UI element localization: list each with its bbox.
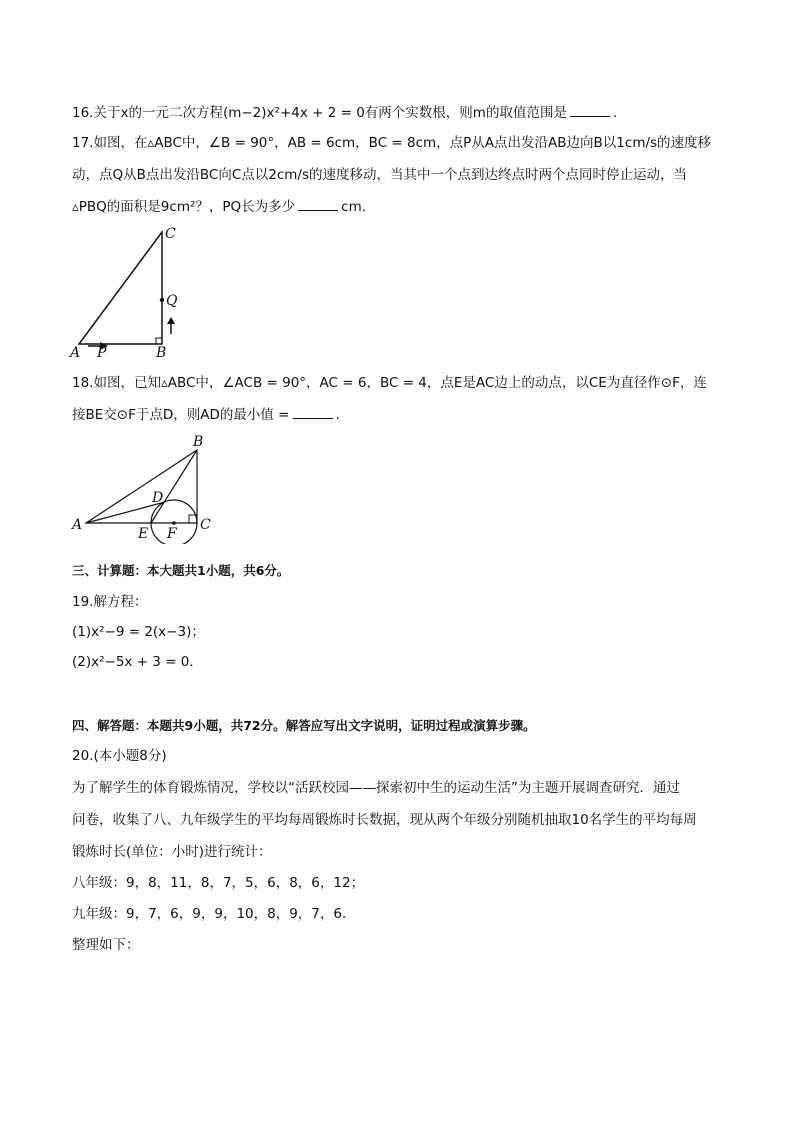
question-19-part-1: (1)x²−9 = 2(x−3)；: [72, 624, 205, 640]
label-b: B: [156, 345, 167, 361]
label-a: A: [72, 517, 83, 533]
question-18-line-1: 18.如图，已知▵ABC中，∠ACB = 90°，AC = 6，BC = 4，点E是AC边上的动点，以CE为直径作⊙F，连: [72, 375, 707, 391]
figure-17-triangle: [66, 222, 196, 362]
right-angle-marker: [156, 338, 162, 344]
question-20-line-3: 锻炼时长(单位：小时)进行统计：: [72, 844, 272, 860]
label-c: C: [165, 226, 176, 242]
label-d: D: [152, 490, 164, 506]
question-17-line-3: [72, 198, 366, 216]
question-16-tail: .: [612, 105, 618, 121]
question-18-line-2: [72, 406, 340, 424]
question-17-unit: cm.: [341, 199, 367, 215]
triangle-abc: [79, 232, 162, 344]
question-16: [72, 104, 617, 122]
arrow-up-head: [167, 317, 175, 324]
section-4-heading: 四、解答题：本题共9小题，共72分。解答应写出文字说明，证明过程或演算步骤。: [72, 718, 536, 733]
point-q-dot: [160, 298, 164, 302]
grade-8-data: 八年级：9，8，11，8，7，5，6，8，6，12；: [72, 875, 365, 891]
question-16-text: 16.关于x的一元二次方程(m−2)x²+4x + 2 = 0有两个实数根，则m的取值范围是: [72, 105, 567, 121]
label-a: A: [70, 345, 81, 361]
organize-label: 整理如下：: [72, 937, 140, 953]
label-b: B: [193, 434, 204, 450]
label-p: P: [97, 345, 107, 361]
question-20-line-1: 为了解学生的体育锻炼情况，学校以“活跃校园——探索初中生的运动生活”为主题开展调查研究．通过: [72, 780, 680, 796]
answer-blank-17[interactable]: [298, 198, 338, 211]
label-c: C: [200, 517, 211, 533]
center-f-dot: [172, 521, 176, 525]
question-20-title: 20.(本小题8分): [72, 748, 167, 764]
label-f: F: [167, 526, 177, 542]
question-18-tail: .: [335, 407, 340, 423]
figure-18-triangle-circle: [66, 430, 226, 544]
question-17-line-2: 动，点Q从B点出发沿BC向C点以2cm/s的速度移动，当其中一个点到达终点时两个点同时停止运动，当: [72, 167, 688, 183]
question-18-line-2-text: 接BE交⊙F于点D，则AD的最小值 =: [72, 407, 290, 423]
triangle-abc: [86, 450, 197, 523]
question-19-title: 19.解方程：: [72, 594, 148, 610]
answer-blank-16[interactable]: [570, 104, 610, 117]
label-q: Q: [166, 293, 178, 309]
answer-blank-18[interactable]: [293, 406, 333, 419]
question-20-line-2: 问卷，收集了八、九年级学生的平均每周锻炼时长数据，现从两个年级分别随机抽取10名学生的平均每周: [72, 812, 697, 828]
section-3-heading: 三、计算题：本大题共1小题，共6分。: [72, 563, 290, 578]
question-17-line-1: 17.如图，在▵ABC中，∠B = 90°，AB = 6cm，BC = 8cm，点P从A点出发沿AB边向B以1cm/s的速度移: [72, 135, 712, 151]
grade-9-data: 九年级：9，7，6，9，9，10，8，9，7，6.: [72, 906, 347, 922]
segment-be: [151, 450, 197, 523]
question-19-part-2: (2)x²−5x + 3 = 0.: [72, 654, 194, 670]
question-17-line-3-text: ▵PBQ的面积是9cm²？，PQ长为多少: [72, 199, 296, 215]
label-e: E: [138, 526, 149, 542]
